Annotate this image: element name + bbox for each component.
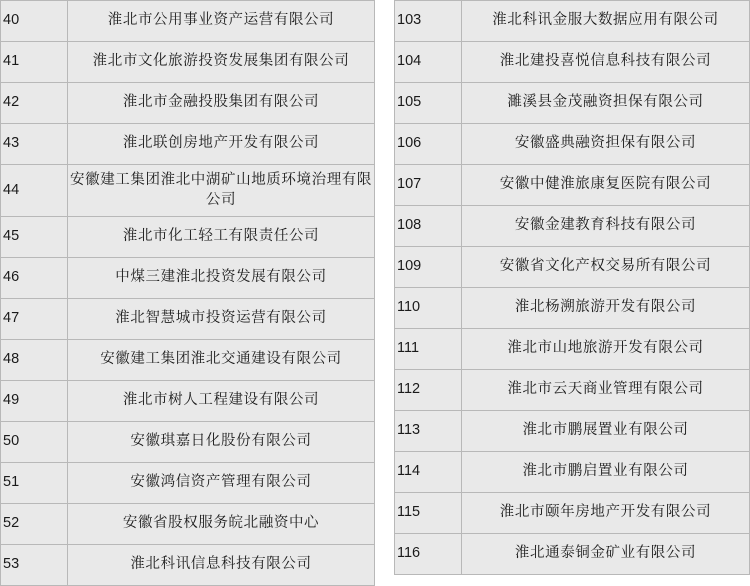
table-row [395, 124, 750, 165]
table-row [395, 42, 750, 83]
row-number: 114 [395, 452, 462, 493]
row-number: 53 [1, 545, 68, 586]
row-number: 46 [1, 258, 68, 299]
enterprise-name: 淮北市颐年房地产开发有限公司 [462, 493, 750, 534]
enterprise-name: 濉溪县金茂融资担保有限公司 [462, 83, 750, 124]
enterprise-name: 安徽中健淮旅康复医院有限公司 [462, 165, 750, 206]
row-number: 113 [395, 411, 462, 452]
table-row [1, 299, 375, 340]
enterprise-name: 安徽盛典融资担保有限公司 [462, 124, 750, 165]
table-row [395, 83, 750, 124]
enterprise-name: 淮北科讯信息科技有限公司 [68, 545, 375, 586]
row-number: 103 [395, 1, 462, 42]
enterprise-name: 淮北建投喜悦信息科技有限公司 [462, 42, 750, 83]
enterprise-name: 淮北市树人工程建设有限公司 [68, 381, 375, 422]
table-row [395, 493, 750, 534]
row-number: 47 [1, 299, 68, 340]
row-number: 48 [1, 340, 68, 381]
table-row [1, 463, 375, 504]
row-number: 51 [1, 463, 68, 504]
enterprise-name: 淮北市公用事业资产运营有限公司 [68, 1, 375, 42]
table-row [1, 165, 375, 217]
table-row [1, 83, 375, 124]
enterprise-name: 淮北市鹏启置业有限公司 [462, 452, 750, 493]
row-number: 42 [1, 83, 68, 124]
enterprise-name: 安徽金建教育科技有限公司 [462, 206, 750, 247]
enterprise-name: 安徽省文化产权交易所有限公司 [462, 247, 750, 288]
table-row [1, 42, 375, 83]
row-number: 45 [1, 217, 68, 258]
enterprise-name: 安徽建工集团淮北交通建设有限公司 [68, 340, 375, 381]
row-number: 106 [395, 124, 462, 165]
table-row [395, 411, 750, 452]
row-number: 104 [395, 42, 462, 83]
row-number: 115 [395, 493, 462, 534]
row-number: 112 [395, 370, 462, 411]
enterprise-name: 中煤三建淮北投资发展有限公司 [68, 258, 375, 299]
table-row [1, 381, 375, 422]
row-number: 111 [395, 329, 462, 370]
table-row [395, 288, 750, 329]
row-number: 105 [395, 83, 462, 124]
table-row [1, 124, 375, 165]
enterprise-name: 淮北杨溯旅游开发有限公司 [462, 288, 750, 329]
row-number: 116 [395, 534, 462, 575]
table-row [1, 504, 375, 545]
enterprise-name: 淮北市文化旅游投资发展集团有限公司 [68, 42, 375, 83]
row-number: 41 [1, 42, 68, 83]
table-row [395, 165, 750, 206]
table-row [395, 1, 750, 42]
table-row [395, 534, 750, 575]
row-number: 107 [395, 165, 462, 206]
enterprise-name: 淮北联创房地产开发有限公司 [68, 124, 375, 165]
right-column [375, 0, 750, 562]
enterprise-name: 淮北智慧城市投资运营有限公司 [68, 299, 375, 340]
table-row [395, 452, 750, 493]
row-number: 109 [395, 247, 462, 288]
row-number: 50 [1, 422, 68, 463]
row-number: 44 [1, 165, 68, 217]
enterprise-name: 安徽琪嘉日化股份有限公司 [68, 422, 375, 463]
enterprise-name: 淮北市金融投股集团有限公司 [68, 83, 375, 124]
enterprise-name: 安徽省股权服务皖北融资中心 [68, 504, 375, 545]
table-row [1, 217, 375, 258]
table-row [1, 340, 375, 381]
enterprise-name: 安徽建工集团淮北中湖矿山地质环境治理有限公司 [68, 165, 375, 217]
table-row [1, 258, 375, 299]
row-number: 110 [395, 288, 462, 329]
enterprise-name: 淮北市化工轻工有限责任公司 [68, 217, 375, 258]
enterprise-name: 安徽鸿信资产管理有限公司 [68, 463, 375, 504]
table-row [395, 206, 750, 247]
enterprise-name: 淮北科讯金服大数据应用有限公司 [462, 1, 750, 42]
enterprise-name: 淮北通泰铜金矿业有限公司 [462, 534, 750, 575]
table-row [395, 247, 750, 288]
row-number: 43 [1, 124, 68, 165]
enterprise-name: 淮北市鹏展置业有限公司 [462, 411, 750, 452]
enterprise-name: 淮北市云天商业管理有限公司 [462, 370, 750, 411]
enterprise-table-right [394, 0, 750, 575]
row-number: 40 [1, 1, 68, 42]
row-number: 52 [1, 504, 68, 545]
left-column [0, 0, 375, 573]
enterprise-name: 淮北市山地旅游开发有限公司 [462, 329, 750, 370]
row-number: 108 [395, 206, 462, 247]
table-row [1, 545, 375, 586]
table-row [1, 1, 375, 42]
table-row [1, 422, 375, 463]
table-row [395, 329, 750, 370]
row-number: 49 [1, 381, 68, 422]
table-row [395, 370, 750, 411]
